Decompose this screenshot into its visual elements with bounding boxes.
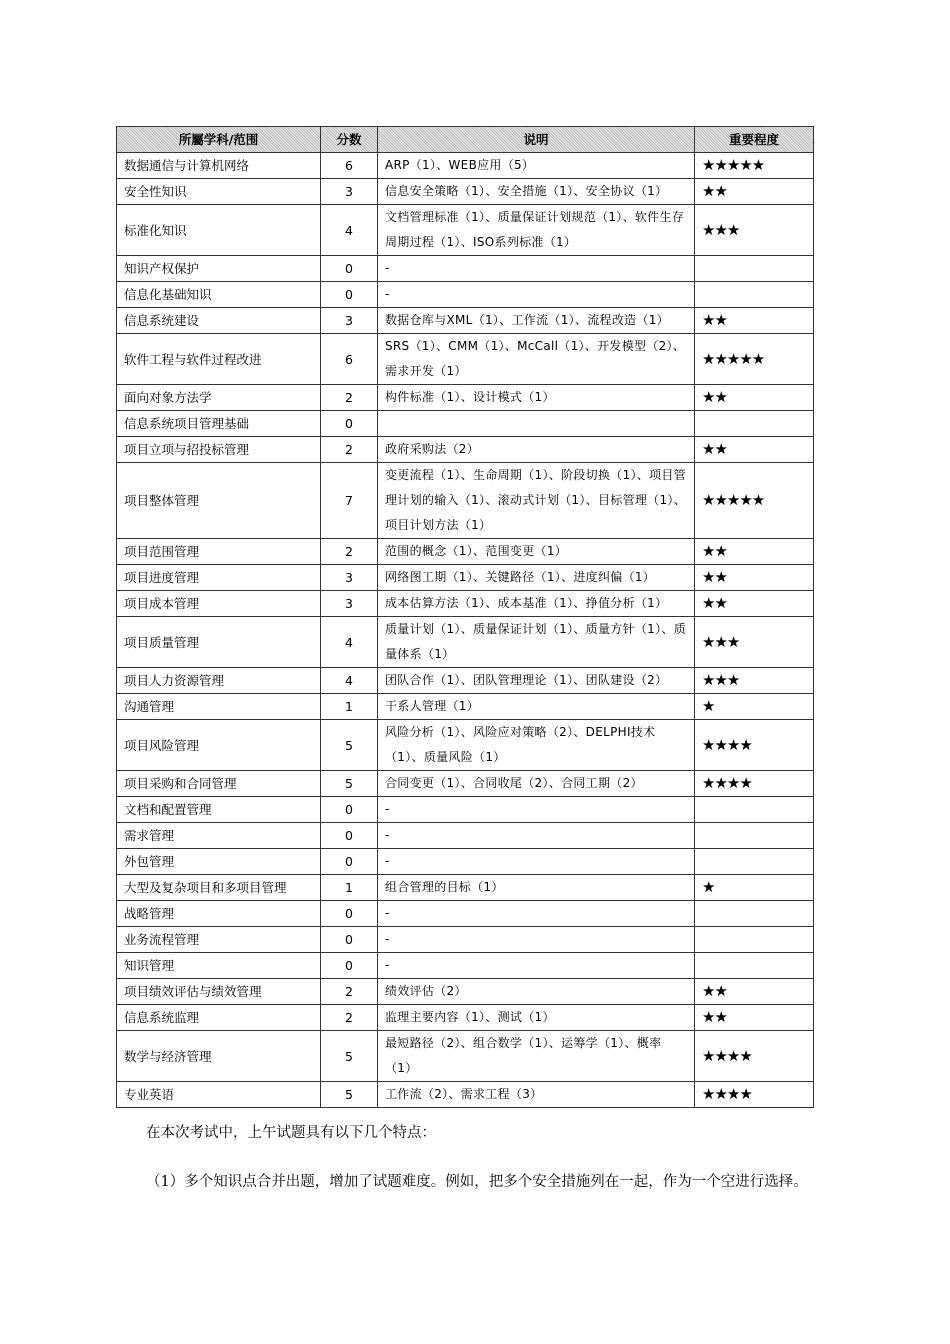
table-row bbox=[117, 901, 814, 927]
importance-cell: ★★ bbox=[695, 1005, 814, 1031]
score-cell: 4 bbox=[321, 617, 378, 668]
subject-cell: 大型及复杂项目和多项目管理 bbox=[117, 875, 321, 901]
importance-cell: ★★★★★ bbox=[695, 153, 814, 179]
importance-cell: ★★★ bbox=[695, 205, 814, 256]
description-cell: 绩效评估（2） bbox=[378, 979, 695, 1005]
table-row bbox=[117, 565, 814, 591]
importance-cell: ★★ bbox=[695, 437, 814, 463]
description-cell: 风险分析（1）、风险应对策略（2）、DELPHI技术（1）、质量风险（1） bbox=[378, 720, 695, 771]
table-row bbox=[117, 308, 814, 334]
subject-cell: 信息系统建设 bbox=[117, 308, 321, 334]
subject-cell: 面向对象方法学 bbox=[117, 385, 321, 411]
importance-cell: ★ bbox=[695, 875, 814, 901]
importance-cell: ★★ bbox=[695, 591, 814, 617]
importance-cell bbox=[695, 256, 814, 282]
importance-cell: ★★ bbox=[695, 979, 814, 1005]
description-cell: 数据仓库与XML（1）、工作流（1）、流程改造（1） bbox=[378, 308, 695, 334]
importance-cell: ★★★★★ bbox=[695, 334, 814, 385]
subject-cell: 软件工程与软件过程改进 bbox=[117, 334, 321, 385]
importance-cell: ★★★★ bbox=[695, 1031, 814, 1082]
importance-cell bbox=[695, 849, 814, 875]
subject-cell: 信息系统监理 bbox=[117, 1005, 321, 1031]
description-cell: - bbox=[378, 282, 695, 308]
importance-cell bbox=[695, 953, 814, 979]
score-cell: 2 bbox=[321, 979, 378, 1005]
importance-cell bbox=[695, 282, 814, 308]
description-cell: 构件标准（1）、设计模式（1） bbox=[378, 385, 695, 411]
description-cell: 政府采购法（2） bbox=[378, 437, 695, 463]
table-body bbox=[117, 153, 814, 1108]
subject-cell: 战略管理 bbox=[117, 901, 321, 927]
table-row bbox=[117, 463, 814, 539]
subject-cell: 外包管理 bbox=[117, 849, 321, 875]
subject-cell: 沟通管理 bbox=[117, 694, 321, 720]
score-cell: 7 bbox=[321, 463, 378, 539]
subject-cell: 项目范围管理 bbox=[117, 539, 321, 565]
subject-cell: 项目绩效评估与绩效管理 bbox=[117, 979, 321, 1005]
header-importance: 重要程度 bbox=[695, 127, 814, 153]
description-cell: - bbox=[378, 823, 695, 849]
score-cell: 4 bbox=[321, 668, 378, 694]
score-cell: 4 bbox=[321, 205, 378, 256]
score-cell: 6 bbox=[321, 334, 378, 385]
description-cell: 变更流程（1）、生命周期（1）、阶段切换（1）、项目管理计划的输入（1）、滚动式计划（1）、目标管理（1）、项目计划方法（1） bbox=[378, 463, 695, 539]
description-cell: SRS（1）、CMM（1）、McCall（1）、开发模型（2）、需求开发（1） bbox=[378, 334, 695, 385]
description-cell: 监理主要内容（1）、测试（1） bbox=[378, 1005, 695, 1031]
description-cell: 团队合作（1）、团队管理理论（1）、团队建设（2） bbox=[378, 668, 695, 694]
table-row bbox=[117, 411, 814, 437]
subject-cell: 项目质量管理 bbox=[117, 617, 321, 668]
intro-paragraph: 在本次考试中，上午试题具有以下几个特点： bbox=[146, 1125, 436, 1141]
subject-cell: 项目人力资源管理 bbox=[117, 668, 321, 694]
table-row bbox=[117, 205, 814, 256]
score-cell: 3 bbox=[321, 308, 378, 334]
importance-cell: ★★★★ bbox=[695, 1082, 814, 1108]
score-cell: 2 bbox=[321, 539, 378, 565]
description-cell: 信息安全策略（1）、安全措施（1）、安全协议（1） bbox=[378, 179, 695, 205]
importance-cell: ★★★★★ bbox=[695, 463, 814, 539]
table-row bbox=[117, 823, 814, 849]
importance-cell bbox=[695, 927, 814, 953]
score-cell: 0 bbox=[321, 823, 378, 849]
score-cell: 0 bbox=[321, 901, 378, 927]
score-cell: 0 bbox=[321, 927, 378, 953]
table-row bbox=[117, 1082, 814, 1108]
score-cell: 0 bbox=[321, 849, 378, 875]
description-cell: - bbox=[378, 849, 695, 875]
importance-cell: ★ bbox=[695, 694, 814, 720]
table-row bbox=[117, 282, 814, 308]
subject-cell: 项目整体管理 bbox=[117, 463, 321, 539]
table-row bbox=[117, 927, 814, 953]
score-cell: 5 bbox=[321, 771, 378, 797]
table-row bbox=[117, 720, 814, 771]
description-cell: 组合管理的目标（1） bbox=[378, 875, 695, 901]
importance-cell: ★★★ bbox=[695, 668, 814, 694]
description-cell: - bbox=[378, 797, 695, 823]
table-row bbox=[117, 979, 814, 1005]
score-cell: 0 bbox=[321, 953, 378, 979]
score-cell: 2 bbox=[321, 1005, 378, 1031]
subject-cell: 数据通信与计算机网络 bbox=[117, 153, 321, 179]
table-row bbox=[117, 334, 814, 385]
table-row bbox=[117, 539, 814, 565]
score-cell: 2 bbox=[321, 385, 378, 411]
table-row bbox=[117, 153, 814, 179]
table-row bbox=[117, 1031, 814, 1082]
table-row bbox=[117, 668, 814, 694]
description-cell: 范围的概念（1）、范围变更（1） bbox=[378, 539, 695, 565]
importance-cell bbox=[695, 797, 814, 823]
importance-cell: ★★ bbox=[695, 539, 814, 565]
description-cell: - bbox=[378, 927, 695, 953]
importance-cell bbox=[695, 901, 814, 927]
score-cell: 5 bbox=[321, 720, 378, 771]
description-cell: 文档管理标准（1）、质量保证计划规范（1）、软件生存周期过程（1）、ISO系列标准（1） bbox=[378, 205, 695, 256]
header-description: 说明 bbox=[378, 127, 695, 153]
subject-cell: 业务流程管理 bbox=[117, 927, 321, 953]
score-cell: 2 bbox=[321, 437, 378, 463]
score-cell: 1 bbox=[321, 694, 378, 720]
importance-cell: ★★★ bbox=[695, 617, 814, 668]
score-cell: 0 bbox=[321, 411, 378, 437]
subject-cell: 项目风险管理 bbox=[117, 720, 321, 771]
importance-cell: ★★ bbox=[695, 565, 814, 591]
table-row bbox=[117, 591, 814, 617]
description-cell: 质量计划（1）、质量保证计划（1）、质量方针（1）、质量体系（1） bbox=[378, 617, 695, 668]
score-cell: 3 bbox=[321, 591, 378, 617]
exam-score-table bbox=[116, 126, 814, 1108]
score-cell: 5 bbox=[321, 1082, 378, 1108]
table-row bbox=[117, 385, 814, 411]
subject-cell: 项目立项与招投标管理 bbox=[117, 437, 321, 463]
subject-cell: 数学与经济管理 bbox=[117, 1031, 321, 1082]
table-row bbox=[117, 771, 814, 797]
description-cell: - bbox=[378, 901, 695, 927]
table-row bbox=[117, 437, 814, 463]
score-cell: 3 bbox=[321, 565, 378, 591]
table-row bbox=[117, 694, 814, 720]
score-cell: 0 bbox=[321, 797, 378, 823]
description-cell bbox=[378, 411, 695, 437]
importance-cell: ★★★★ bbox=[695, 720, 814, 771]
importance-cell: ★★ bbox=[695, 385, 814, 411]
importance-cell: ★★ bbox=[695, 308, 814, 334]
table-row bbox=[117, 849, 814, 875]
subject-cell: 项目成本管理 bbox=[117, 591, 321, 617]
score-cell: 3 bbox=[321, 179, 378, 205]
table-row bbox=[117, 179, 814, 205]
table-row bbox=[117, 1005, 814, 1031]
score-cell: 5 bbox=[321, 1031, 378, 1082]
table-row bbox=[117, 875, 814, 901]
subject-cell: 知识管理 bbox=[117, 953, 321, 979]
description-cell: - bbox=[378, 256, 695, 282]
description-cell: ARP（1）、WEB应用（5） bbox=[378, 153, 695, 179]
subject-cell: 需求管理 bbox=[117, 823, 321, 849]
importance-cell bbox=[695, 411, 814, 437]
table-row bbox=[117, 953, 814, 979]
score-cell: 0 bbox=[321, 256, 378, 282]
description-cell: 最短路径（2）、组合数学（1）、运筹学（1）、概率（1） bbox=[378, 1031, 695, 1082]
subject-cell: 知识产权保护 bbox=[117, 256, 321, 282]
description-cell: 合同变更（1）、合同收尾（2）、合同工期（2） bbox=[378, 771, 695, 797]
table-row bbox=[117, 797, 814, 823]
subject-cell: 信息系统项目管理基础 bbox=[117, 411, 321, 437]
table-row bbox=[117, 256, 814, 282]
description-cell: 干系人管理（1） bbox=[378, 694, 695, 720]
importance-cell bbox=[695, 823, 814, 849]
score-cell: 1 bbox=[321, 875, 378, 901]
feature-paragraph-1: （1）多个知识点合并出题，增加了试题难度。例如，把多个安全措施列在一起，作为一个空进行选择。 bbox=[146, 1174, 808, 1190]
description-cell: 成本估算方法（1）、成本基准（1）、挣值分析（1） bbox=[378, 591, 695, 617]
importance-cell: ★★★★ bbox=[695, 771, 814, 797]
subject-cell: 信息化基础知识 bbox=[117, 282, 321, 308]
header-subject: 所屬学科/范围 bbox=[117, 127, 321, 153]
table-header-row bbox=[117, 127, 814, 153]
score-cell: 6 bbox=[321, 153, 378, 179]
subject-cell: 标准化知识 bbox=[117, 205, 321, 256]
description-cell: 网络图工期（1）、关键路径（1）、进度纠偏（1） bbox=[378, 565, 695, 591]
table-row bbox=[117, 617, 814, 668]
subject-cell: 文档和配置管理 bbox=[117, 797, 321, 823]
header-score: 分数 bbox=[321, 127, 378, 153]
description-cell: - bbox=[378, 953, 695, 979]
score-cell: 0 bbox=[321, 282, 378, 308]
subject-cell: 安全性知识 bbox=[117, 179, 321, 205]
subject-cell: 项目进度管理 bbox=[117, 565, 321, 591]
subject-cell: 项目采购和合同管理 bbox=[117, 771, 321, 797]
description-cell: 工作流（2）、需求工程（3） bbox=[378, 1082, 695, 1108]
importance-cell: ★★ bbox=[695, 179, 814, 205]
subject-cell: 专业英语 bbox=[117, 1082, 321, 1108]
